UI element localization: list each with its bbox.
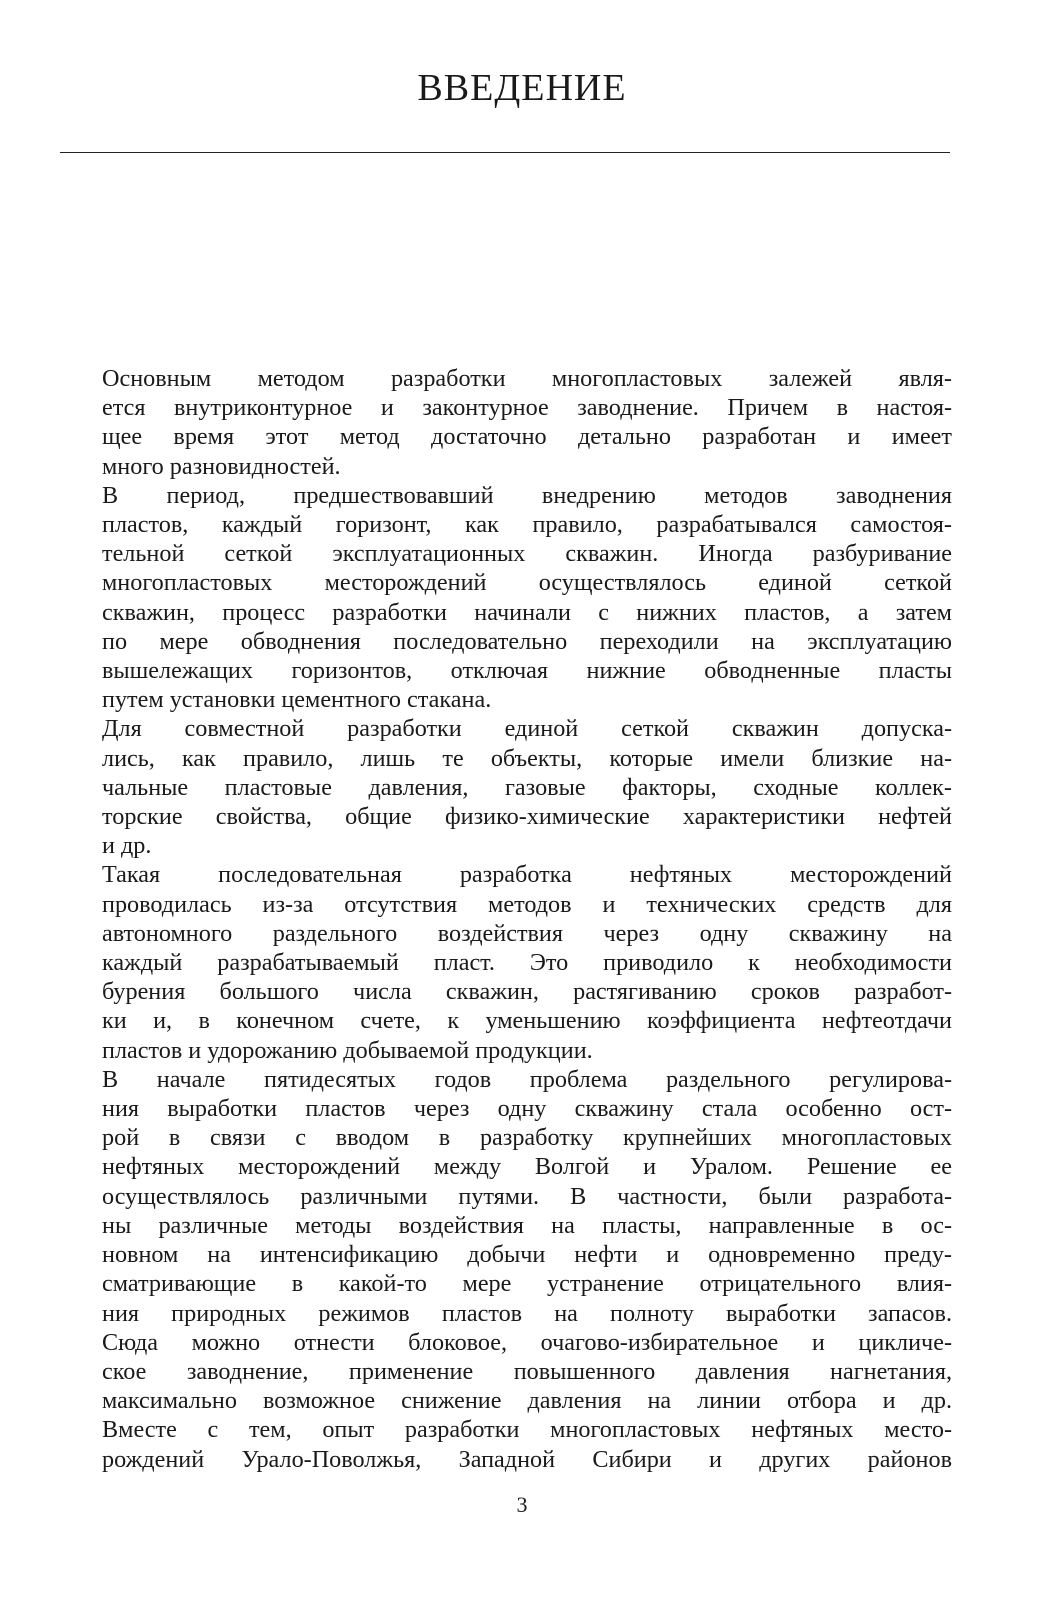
chapter-title: ВВЕДЕНИЕ <box>417 67 627 109</box>
text-line: Для совместной разработки единой сеткой скважин допуска- <box>102 715 952 743</box>
text-line: тельной сеткой эксплуатационных скважин. Иногда разбуривание <box>102 540 952 568</box>
text-line: новном на интенсификацию добычи нефти и одновременно преду- <box>102 1241 952 1269</box>
text-line: много разновидностей. <box>102 452 341 480</box>
text-line: пластов и удорожанию добываемой продукции. <box>102 1036 593 1064</box>
text-line: ское заводнение, применение повышенного давления нагнетания, <box>102 1357 952 1385</box>
text-line: по мере обводнения последовательно переходили на эксплуатацию <box>102 627 952 655</box>
text-line: Основным методом разработки многопластовых залежей явля- <box>102 365 952 392</box>
paragraph <box>62 364 952 481</box>
page-number: 3 <box>516 1492 528 1517</box>
text-line: ния природных режимов пластов на полноту выработки запасов. <box>102 1299 952 1327</box>
text-line: лись, как правило, лишь те объекты, которые имели близкие на- <box>102 744 952 772</box>
text-line: ется внутриконтурное и законтурное заводнение. Причем в настоя- <box>102 394 952 422</box>
paragraph <box>62 481 952 715</box>
paragraph <box>62 860 952 1064</box>
text-line: чальные пластовые давления, газовые факторы, сходные коллек- <box>102 773 952 801</box>
text-line: многопластовых месторождений осуществлялось единой сеткой <box>102 569 952 597</box>
text-line: рождений Урало-Поволжья, Западной Сибири и других районов <box>102 1445 952 1473</box>
text-line: Такая последовательная разработка нефтяных месторождений <box>102 861 952 889</box>
text-line: В начале пятидесятых годов проблема раздельного регулирова- <box>102 1065 952 1093</box>
body-text <box>62 364 952 1474</box>
paragraph <box>62 1065 952 1474</box>
text-line: Сюда можно отнести блоковое, очагово-избирательное и цикличе- <box>102 1328 952 1356</box>
text-line: сматривающие в какой-то мере устранение отрицательного влия- <box>102 1270 952 1298</box>
text-line: рой в связи с вводом в разработку крупнейших многопластовых <box>102 1124 952 1152</box>
text-line: проводилась из-за отсутствия методов и технических средств для <box>102 890 952 918</box>
text-line: В период, предшествовавший внедрению методов заводнения <box>102 481 952 509</box>
text-line: вышележащих горизонтов, отключая нижние обводненные пласты <box>102 657 952 685</box>
text-line: скважин, процесс разработки начинали с нижних пластов, а затем <box>102 598 952 626</box>
text-line: осуществлялось различными путями. В частности, были разработа- <box>102 1182 952 1210</box>
text-line: автономного раздельного воздействия через одну скважину на <box>102 919 952 947</box>
text-line: щее время этот метод достаточно детально разработан и имеет <box>102 423 952 451</box>
paragraph <box>62 714 952 860</box>
title-rule <box>60 152 950 153</box>
text-line: и др. <box>102 832 152 860</box>
text-line: путем установки цементного стакана. <box>102 686 492 714</box>
text-line: каждый разрабатываемый пласт. Это приводило к необходимости <box>102 949 952 977</box>
text-line: бурения большого числа скважин, растягиванию сроков разработ- <box>102 978 952 1006</box>
text-line: пластов, каждый горизонт, как правило, разрабатывался самостоя- <box>102 511 952 539</box>
text-line: торские свойства, общие физико-химические характеристики нефтей <box>102 803 952 831</box>
text-line: ны различные методы воздействия на пласты, направленные в ос- <box>102 1211 952 1239</box>
text-line: ния выработки пластов через одну скважину стала особенно ост- <box>102 1095 952 1123</box>
text-line: Вместе с тем, опыт разработки многопластовых нефтяных место- <box>102 1416 952 1444</box>
text-line: ки и, в конечном счете, к уменьшению коэффициента нефтеотдачи <box>102 1007 952 1035</box>
text-line: нефтяных месторождений между Волгой и Уралом. Решение ее <box>102 1153 952 1181</box>
text-line: максимально возможное снижение давления на линии отбора и др. <box>102 1387 952 1415</box>
